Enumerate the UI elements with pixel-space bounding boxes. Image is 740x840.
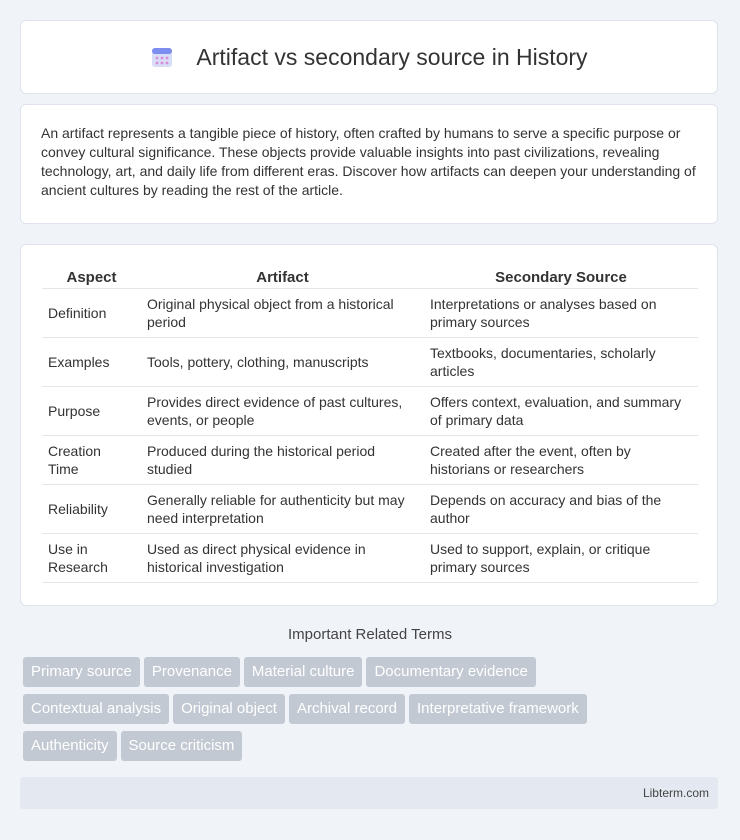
- row-aspect: Examples: [42, 338, 141, 387]
- calendar-icon: [150, 45, 174, 69]
- row-artifact: Used as direct physical evidence in historical investigation: [141, 534, 424, 583]
- related-terms-list: [23, 657, 723, 768]
- related-terms-title: Important Related Terms: [288, 626, 452, 643]
- row-secondary: Offers context, evaluation, and summary of primary data: [424, 387, 698, 436]
- tag-interpretative-framework[interactable]: Interpretative framework: [409, 694, 587, 724]
- table-row: [42, 289, 698, 338]
- page-title: Artifact vs secondary source in History: [196, 43, 588, 70]
- row-artifact: Generally reliable for authenticity but may need interpretation: [141, 485, 424, 534]
- tag-primary-source[interactable]: Primary source: [23, 657, 140, 687]
- title-card: [20, 20, 718, 94]
- row-secondary: Depends on accuracy and bias of the author: [424, 485, 698, 534]
- table-row: [42, 436, 698, 485]
- row-secondary: Interpretations or analyses based on primary sources: [424, 289, 698, 338]
- tag-documentary-evidence[interactable]: Documentary evidence: [366, 657, 535, 687]
- header-artifact: Artifact: [141, 265, 424, 289]
- table-header-row: [42, 265, 698, 289]
- row-aspect: Creation Time: [42, 436, 141, 485]
- row-aspect: Purpose: [42, 387, 141, 436]
- header-aspect: Aspect: [42, 265, 141, 289]
- row-aspect: Use in Research: [42, 534, 141, 583]
- tag-provenance[interactable]: Provenance: [144, 657, 240, 687]
- tag-material-culture[interactable]: Material culture: [244, 657, 363, 687]
- tag-authenticity[interactable]: Authenticity: [23, 731, 117, 761]
- row-artifact: Tools, pottery, clothing, manuscripts: [141, 338, 424, 387]
- row-artifact: Original physical object from a historical period: [141, 289, 424, 338]
- table-row: [42, 338, 698, 387]
- row-secondary: Created after the event, often by historians or researchers: [424, 436, 698, 485]
- row-aspect: Definition: [42, 289, 141, 338]
- table-row: [42, 534, 698, 583]
- row-artifact: Produced during the historical period studied: [141, 436, 424, 485]
- tag-archival-record[interactable]: Archival record: [289, 694, 405, 724]
- row-secondary: Textbooks, documentaries, scholarly articles: [424, 338, 698, 387]
- intro-text: An artifact represents a tangible piece of history, often crafted by humans to serve a specific purpose or convey cultural significance. These objects provide valuable insights into past civilizations, revealing technology, art, and daily life from different eras. Discover how artifacts can deepen your understanding of ancient cultures by reading the rest of the article.: [41, 125, 696, 198]
- row-artifact: Provides direct evidence of past cultures, events, or people: [141, 387, 424, 436]
- row-secondary: Used to support, explain, or critique primary sources: [424, 534, 698, 583]
- footer: [20, 777, 718, 809]
- table-row: [42, 485, 698, 534]
- header-secondary-source: Secondary Source: [424, 265, 698, 289]
- comparison-card: [20, 244, 718, 606]
- intro-card: [20, 104, 718, 224]
- tag-source-criticism[interactable]: Source criticism: [121, 731, 243, 761]
- comparison-table: [42, 265, 698, 583]
- table-row: [42, 387, 698, 436]
- row-aspect: Reliability: [42, 485, 141, 534]
- tag-contextual-analysis[interactable]: Contextual analysis: [23, 694, 169, 724]
- footer-site-link[interactable]: Libterm.com: [642, 786, 709, 800]
- tag-original-object[interactable]: Original object: [173, 694, 285, 724]
